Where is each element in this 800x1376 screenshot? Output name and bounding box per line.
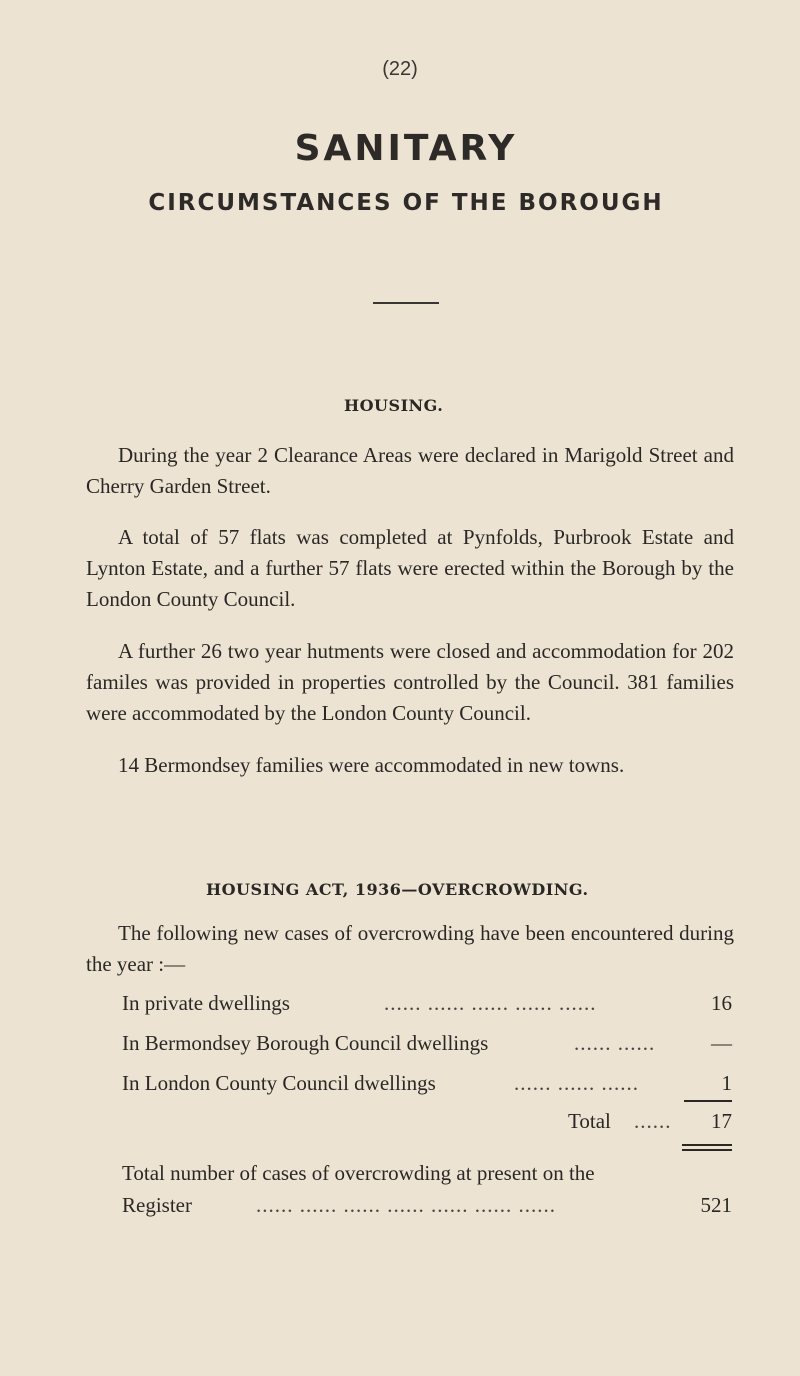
register-label: Total number of cases of overcrowding at present on the [122, 1161, 595, 1185]
register-label-continued: Register [122, 1193, 192, 1217]
total-double-rule-bottom [682, 1149, 732, 1151]
row-value: 16 [711, 991, 732, 1015]
overcrowding-heading: HOUSING ACT, 1936—OVERCROWDING. [206, 880, 589, 899]
table-row [122, 1068, 732, 1098]
register-value: 521 [700, 1193, 732, 1217]
register-line-1 [122, 1158, 682, 1188]
leader-dots: ...... ...... [574, 1031, 656, 1055]
total-double-rule-top [682, 1144, 732, 1146]
row-label: In private dwellings [122, 991, 290, 1015]
leader-dots: ...... ...... ...... ...... ...... [384, 991, 597, 1015]
page-subtitle: CIRCUMSTANCES OF THE BOROUGH [148, 190, 664, 216]
housing-heading: HOUSING. [344, 396, 444, 415]
page-title: SANITARY [294, 128, 518, 169]
title-divider [373, 302, 439, 304]
table-row [122, 1028, 732, 1058]
leader-dots: ...... ...... ...... ...... ...... ...... ...... [256, 1193, 556, 1217]
housing-paragraph-1: During the year 2 Clearance Areas were declared in Marigold Street and Cherry Garden Street. [86, 443, 734, 498]
overcrowding-intro: The following new cases of overcrowding have been encountered during the year :— [86, 921, 734, 976]
housing-paragraph-2: A total of 57 flats was completed at Pynfolds, Purbrook Estate and Lynton Estate, and a further 57 flats were erected within the Borough by the London County Council. [86, 525, 734, 611]
subtotal-rule [684, 1100, 732, 1102]
leader-dots: ...... ...... ...... [514, 1071, 639, 1095]
total-row [122, 1106, 732, 1136]
row-value: 1 [721, 1071, 732, 1095]
table-row [122, 988, 732, 1018]
row-label: In Bermondsey Borough Council dwellings [122, 1031, 489, 1055]
housing-paragraph-4: 14 Bermondsey families were accommodated in new towns. [118, 753, 625, 777]
row-label: In London County Council dwellings [122, 1071, 436, 1095]
page-number: (22) [382, 58, 418, 80]
total-value: 17 [711, 1109, 732, 1133]
total-label: Total [568, 1109, 611, 1133]
leader-dots: ...... [634, 1109, 672, 1133]
register-row [122, 1190, 732, 1220]
row-value: — [711, 1031, 732, 1055]
housing-paragraph-3: A further 26 two year hutments were closed and accommodation for 202 familes was provided in properties controlled by the Council. 381 families were accommodated by the London County Council. [86, 639, 734, 725]
